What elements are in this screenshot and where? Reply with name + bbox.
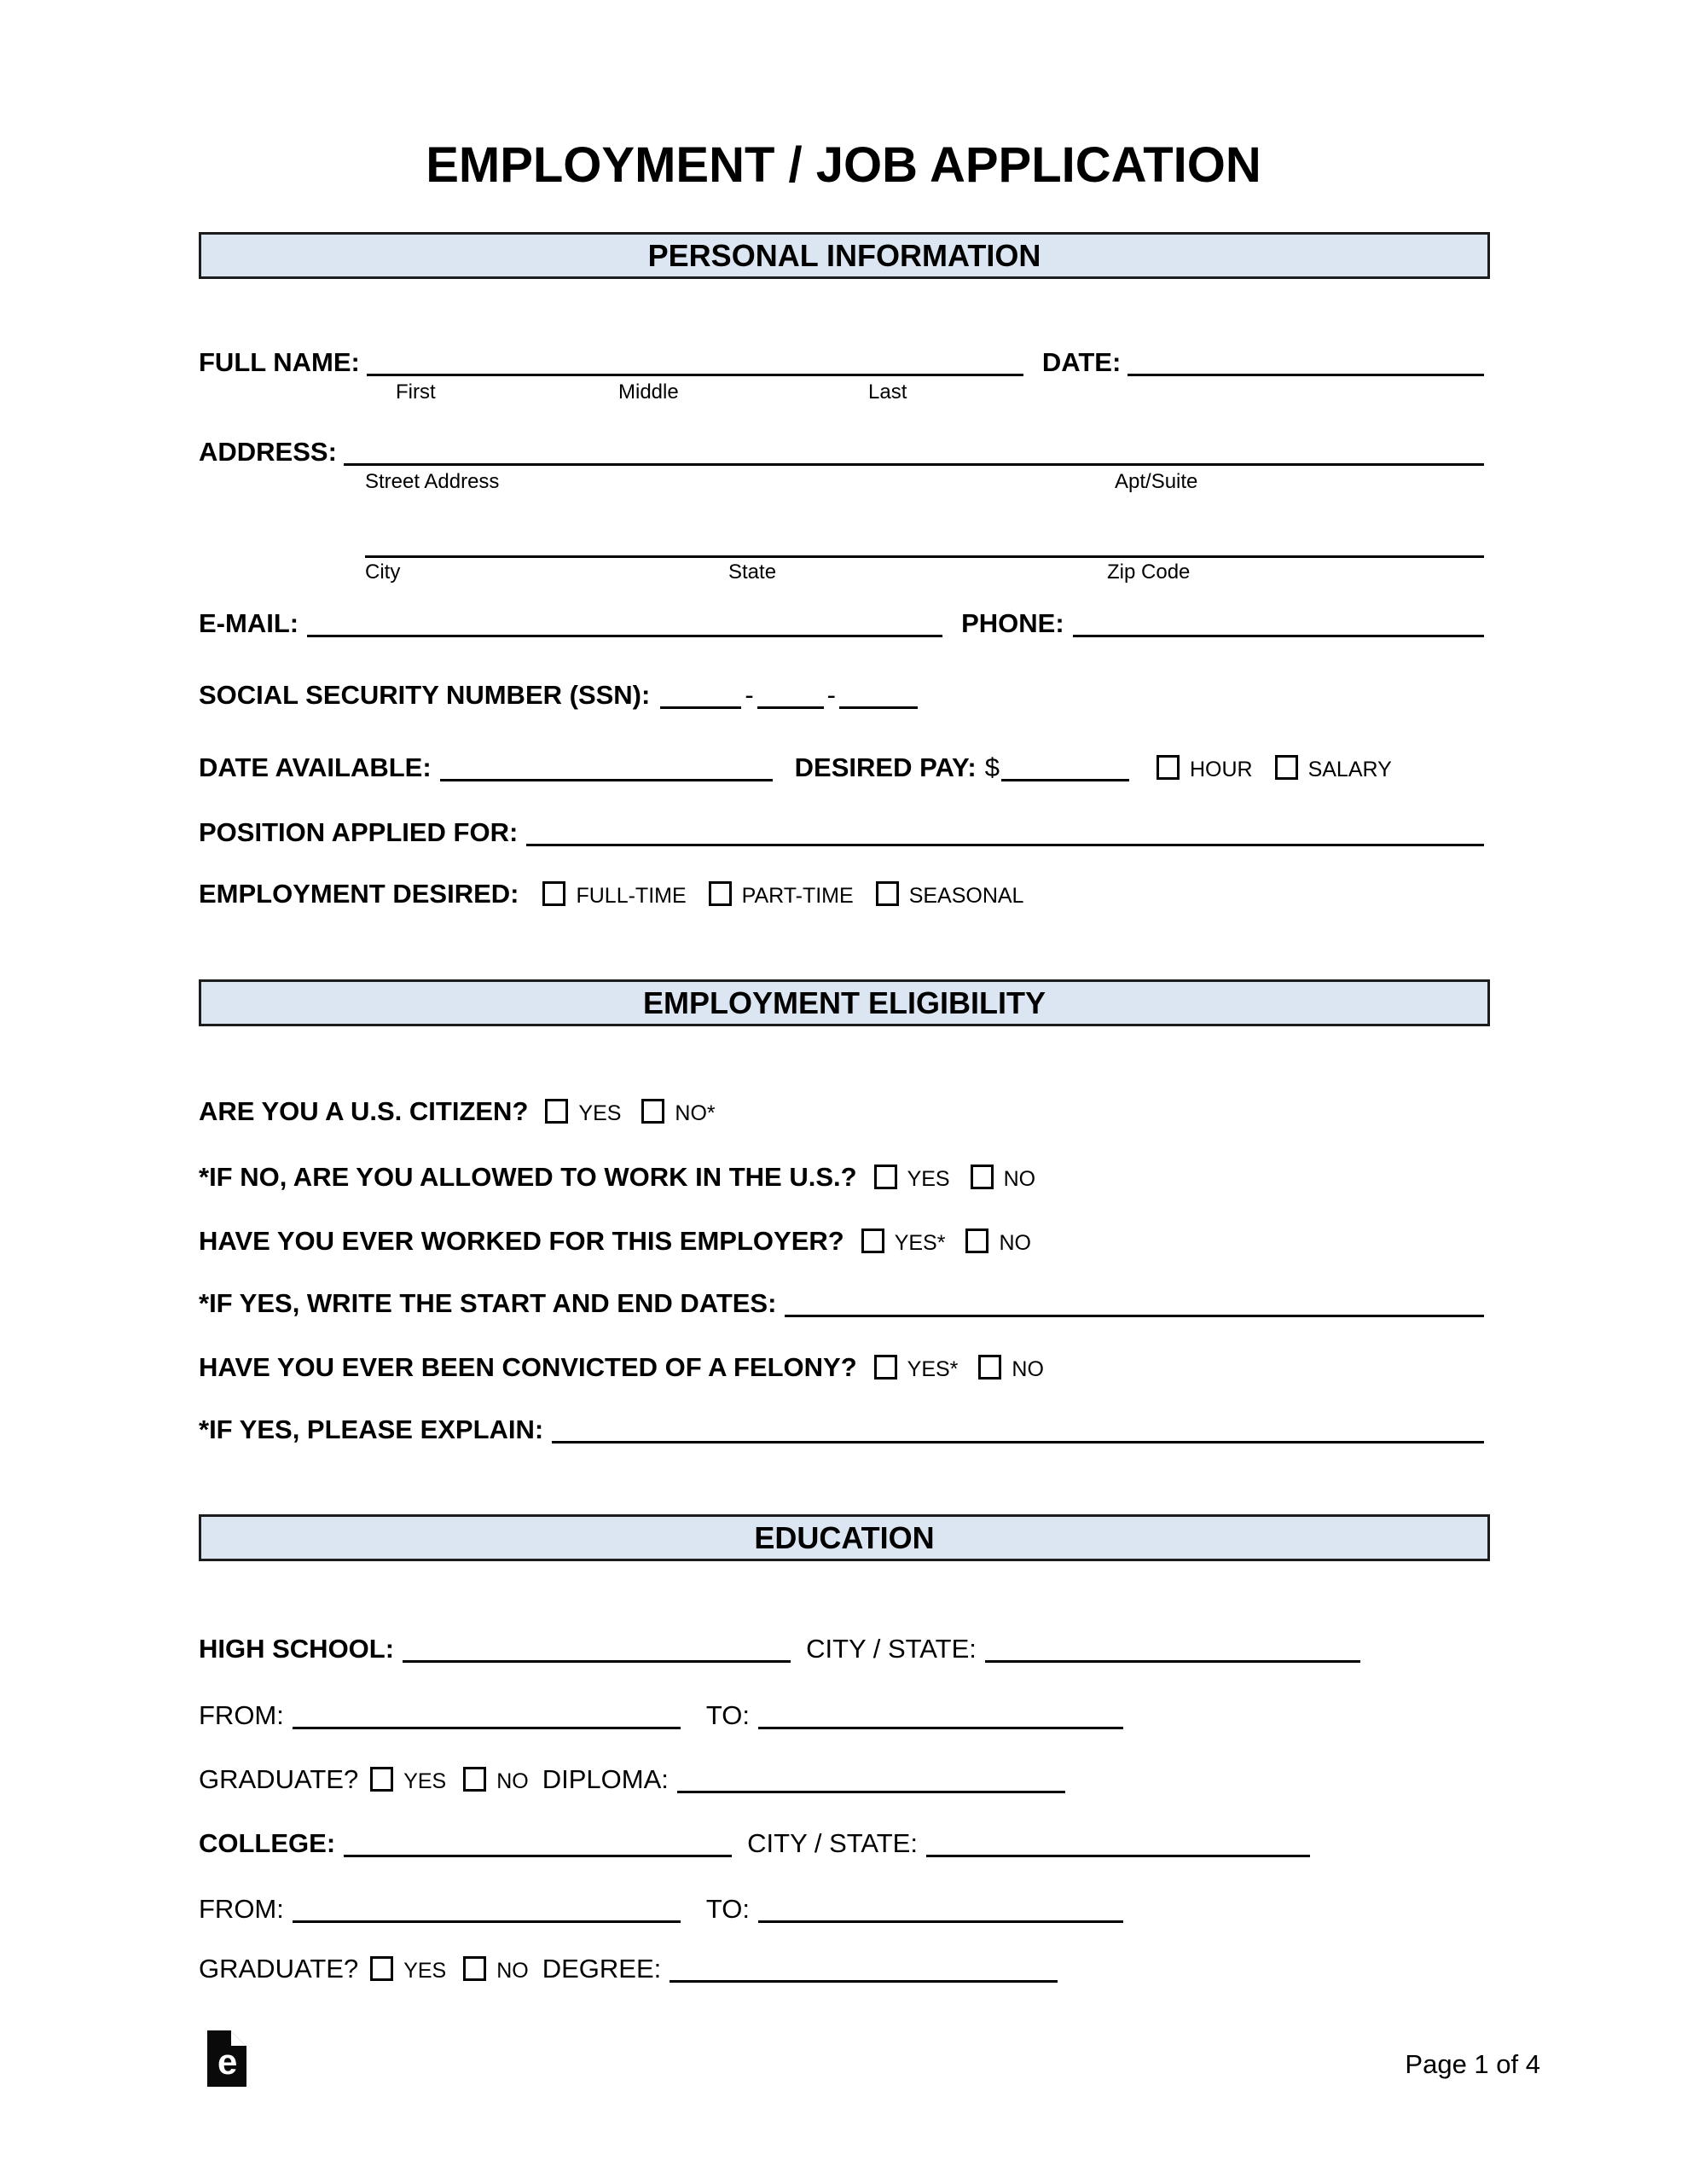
felony-yes-label: YES* [907, 1357, 959, 1381]
seasonal-label: SEASONAL [908, 884, 1024, 908]
college-row [199, 1827, 1310, 1859]
section-header-label: PERSONAL INFORMATION [647, 237, 1041, 273]
hour-option [1157, 752, 1253, 786]
felony-no-label: NO [1012, 1357, 1044, 1381]
date-available-label: DATE AVAILABLE: [199, 752, 432, 782]
college-city-state-label: CITY / STATE: [747, 1828, 918, 1858]
date-available-pay-row [199, 752, 1392, 786]
checkbox-citizen-no[interactable] [641, 1099, 664, 1124]
position-applied-label: POSITION APPLIED FOR: [199, 817, 519, 847]
checkbox-hs-graduate-no[interactable] [463, 1767, 486, 1792]
start-end-dates-input-line[interactable] [785, 1315, 1484, 1317]
checkbox-full-time[interactable] [542, 881, 565, 906]
citizen-question-label: ARE YOU A U.S. CITIZEN? [199, 1096, 529, 1126]
high-school-row [199, 1633, 1360, 1664]
hs-graduate-row [199, 1763, 1065, 1798]
worked-yes-label: YES* [894, 1231, 946, 1255]
street-address-sublabel: Street Address [365, 470, 500, 493]
worked-employer-question-row [199, 1225, 1031, 1259]
phone-input-line[interactable] [1073, 635, 1484, 637]
felony-no-option [978, 1351, 1044, 1385]
hs-to-input-line[interactable] [758, 1727, 1123, 1729]
citizen-question-row [199, 1095, 716, 1130]
address-row [199, 436, 1484, 468]
city-sublabel: City [365, 561, 401, 584]
high-school-label: HIGH SCHOOL: [199, 1634, 395, 1664]
explain-input-line[interactable] [552, 1441, 1484, 1443]
worked-employer-question-label: HAVE YOU EVER WORKED FOR THIS EMPLOYER? [199, 1226, 844, 1256]
citizen-yes-option [545, 1095, 621, 1130]
currency-symbol: $ [984, 752, 1000, 782]
hs-city-state-label: CITY / STATE: [806, 1634, 977, 1664]
hour-label: HOUR [1189, 758, 1253, 781]
start-end-dates-row [199, 1287, 1484, 1319]
college-graduate-row [199, 1953, 1058, 1987]
date-input-line[interactable] [1128, 374, 1484, 376]
citizen-yes-label: YES [578, 1101, 622, 1125]
hs-city-state-input-line[interactable] [985, 1660, 1360, 1663]
allowed-yes-label: YES [907, 1167, 950, 1191]
degree-input-line[interactable] [670, 1980, 1058, 1983]
college-graduate-no-option [463, 1953, 529, 1987]
checkbox-worked-no[interactable] [965, 1228, 988, 1253]
allowed-no-option [971, 1161, 1036, 1195]
ssn-part3-input-line[interactable] [839, 706, 918, 709]
email-input-line[interactable] [307, 635, 942, 637]
date-label: DATE: [1041, 347, 1122, 377]
allowed-no-label: NO [1003, 1167, 1036, 1191]
allowed-yes-option [874, 1161, 950, 1195]
employment-desired-row [199, 878, 1023, 912]
hs-to-label: TO: [705, 1700, 750, 1730]
allowed-work-question-label: *IF NO, ARE YOU ALLOWED TO WORK IN THE U.S.? [199, 1162, 857, 1192]
ssn-row [199, 679, 918, 711]
email-phone-row [199, 607, 1484, 639]
worked-no-label: NO [999, 1231, 1031, 1255]
checkbox-hour[interactable] [1157, 755, 1180, 780]
college-input-line[interactable] [344, 1855, 732, 1857]
high-school-input-line[interactable] [403, 1660, 791, 1663]
college-city-state-input-line[interactable] [926, 1855, 1310, 1857]
checkbox-allowed-no[interactable] [971, 1165, 994, 1189]
full-time-label: FULL-TIME [576, 884, 687, 908]
hs-from-input-line[interactable] [293, 1727, 681, 1729]
college-to-label: TO: [705, 1894, 750, 1924]
felony-yes-option [874, 1351, 959, 1385]
checkbox-salary[interactable] [1275, 755, 1298, 780]
name-sublabel-middle: Middle [618, 380, 679, 404]
hs-from-label: FROM: [199, 1700, 284, 1730]
section-header-employment-eligibility [199, 979, 1490, 1026]
section-header-education [199, 1514, 1490, 1561]
checkbox-citizen-yes[interactable] [545, 1099, 568, 1124]
checkbox-allowed-yes[interactable] [874, 1165, 897, 1189]
college-to-input-line[interactable] [758, 1920, 1123, 1923]
worked-no-option [965, 1225, 1031, 1259]
college-graduate-label: GRADUATE? [199, 1954, 359, 1984]
college-graduate-yes-option [370, 1953, 446, 1987]
position-applied-input-line[interactable] [526, 844, 1484, 846]
hs-from-to-row [199, 1699, 1123, 1731]
ssn-label: SOCIAL SECURITY NUMBER (SSN): [199, 680, 651, 710]
eforms-logo [207, 2030, 246, 2087]
hs-graduate-no-label: NO [496, 1769, 529, 1793]
employment-desired-label: EMPLOYMENT DESIRED: [199, 879, 519, 909]
hs-graduate-no-option [463, 1763, 529, 1798]
ssn-separator: - [826, 680, 836, 710]
salary-label: SALARY [1307, 758, 1392, 781]
college-from-input-line[interactable] [293, 1920, 681, 1923]
full-name-input-line[interactable] [367, 374, 1023, 376]
checkbox-part-time[interactable] [709, 881, 732, 906]
full-name-row [199, 346, 1484, 378]
phone-label: PHONE: [961, 608, 1064, 638]
desired-pay-input-line[interactable] [1001, 779, 1129, 781]
hs-graduate-yes-label: YES [403, 1769, 447, 1793]
hs-graduate-label: GRADUATE? [199, 1764, 359, 1794]
citizen-no-option [641, 1095, 715, 1130]
college-from-to-row [199, 1893, 1123, 1925]
page-title: EMPLOYMENT / JOB APPLICATION [426, 137, 1261, 193]
diploma-label: DIPLOMA: [542, 1764, 669, 1794]
full-time-option [542, 878, 686, 912]
felony-question-label: HAVE YOU EVER BEEN CONVICTED OF A FELONY? [199, 1352, 857, 1382]
section-header-personal-information [199, 232, 1490, 279]
checkbox-college-graduate-yes[interactable] [370, 1956, 393, 1981]
zip-code-sublabel: Zip Code [1107, 561, 1191, 584]
city-state-zip-input-line[interactable] [365, 555, 1484, 558]
explain-label: *IF YES, PLEASE EXPLAIN: [199, 1414, 544, 1444]
apt-suite-sublabel: Apt/Suite [1115, 470, 1198, 493]
checkbox-hs-graduate-yes[interactable] [370, 1767, 393, 1792]
college-graduate-no-label: NO [496, 1959, 529, 1983]
section-header-label: EDUCATION [754, 1519, 935, 1555]
salary-option [1275, 752, 1392, 786]
position-applied-row [199, 816, 1484, 848]
part-time-option [709, 878, 854, 912]
logo-letter: e [217, 2042, 238, 2082]
checkbox-felony-no[interactable] [978, 1355, 1001, 1380]
name-sublabel-first: First [396, 380, 436, 404]
citizen-no-label: NO* [675, 1101, 716, 1125]
checkbox-college-graduate-no[interactable] [463, 1956, 486, 1981]
worked-yes-option [861, 1225, 946, 1259]
desired-pay-label: DESIRED PAY: [794, 752, 977, 782]
ssn-part1-input-line[interactable] [660, 706, 741, 709]
part-time-label: PART-TIME [741, 884, 854, 908]
street-address-input-line[interactable] [344, 463, 1484, 466]
address-label: ADDRESS: [199, 437, 337, 467]
felony-question-row [199, 1351, 1044, 1385]
college-graduate-yes-label: YES [403, 1959, 447, 1983]
allowed-work-question-row [199, 1161, 1035, 1195]
state-sublabel: State [728, 561, 777, 584]
name-sublabel-last: Last [868, 380, 907, 404]
seasonal-option [876, 878, 1024, 912]
checkbox-worked-yes[interactable] [861, 1228, 884, 1253]
email-label: E-MAIL: [199, 608, 299, 638]
ssn-separator: - [745, 680, 754, 710]
explain-row [199, 1414, 1484, 1445]
hs-graduate-yes-option [370, 1763, 446, 1798]
section-header-label: EMPLOYMENT ELIGIBILITY [642, 985, 1046, 1020]
checkbox-felony-yes[interactable] [874, 1355, 897, 1380]
diploma-input-line[interactable] [677, 1791, 1065, 1793]
college-label: COLLEGE: [199, 1828, 336, 1858]
date-available-input-line[interactable] [440, 779, 773, 781]
start-end-dates-label: *IF YES, WRITE THE START AND END DATES: [199, 1288, 777, 1318]
page-number: Page 1 of 4 [1405, 2049, 1540, 2079]
degree-label: DEGREE: [542, 1954, 662, 1984]
full-name-label: FULL NAME: [199, 347, 360, 377]
ssn-part2-input-line[interactable] [757, 706, 824, 709]
checkbox-seasonal[interactable] [876, 881, 899, 906]
college-from-label: FROM: [199, 1894, 284, 1924]
